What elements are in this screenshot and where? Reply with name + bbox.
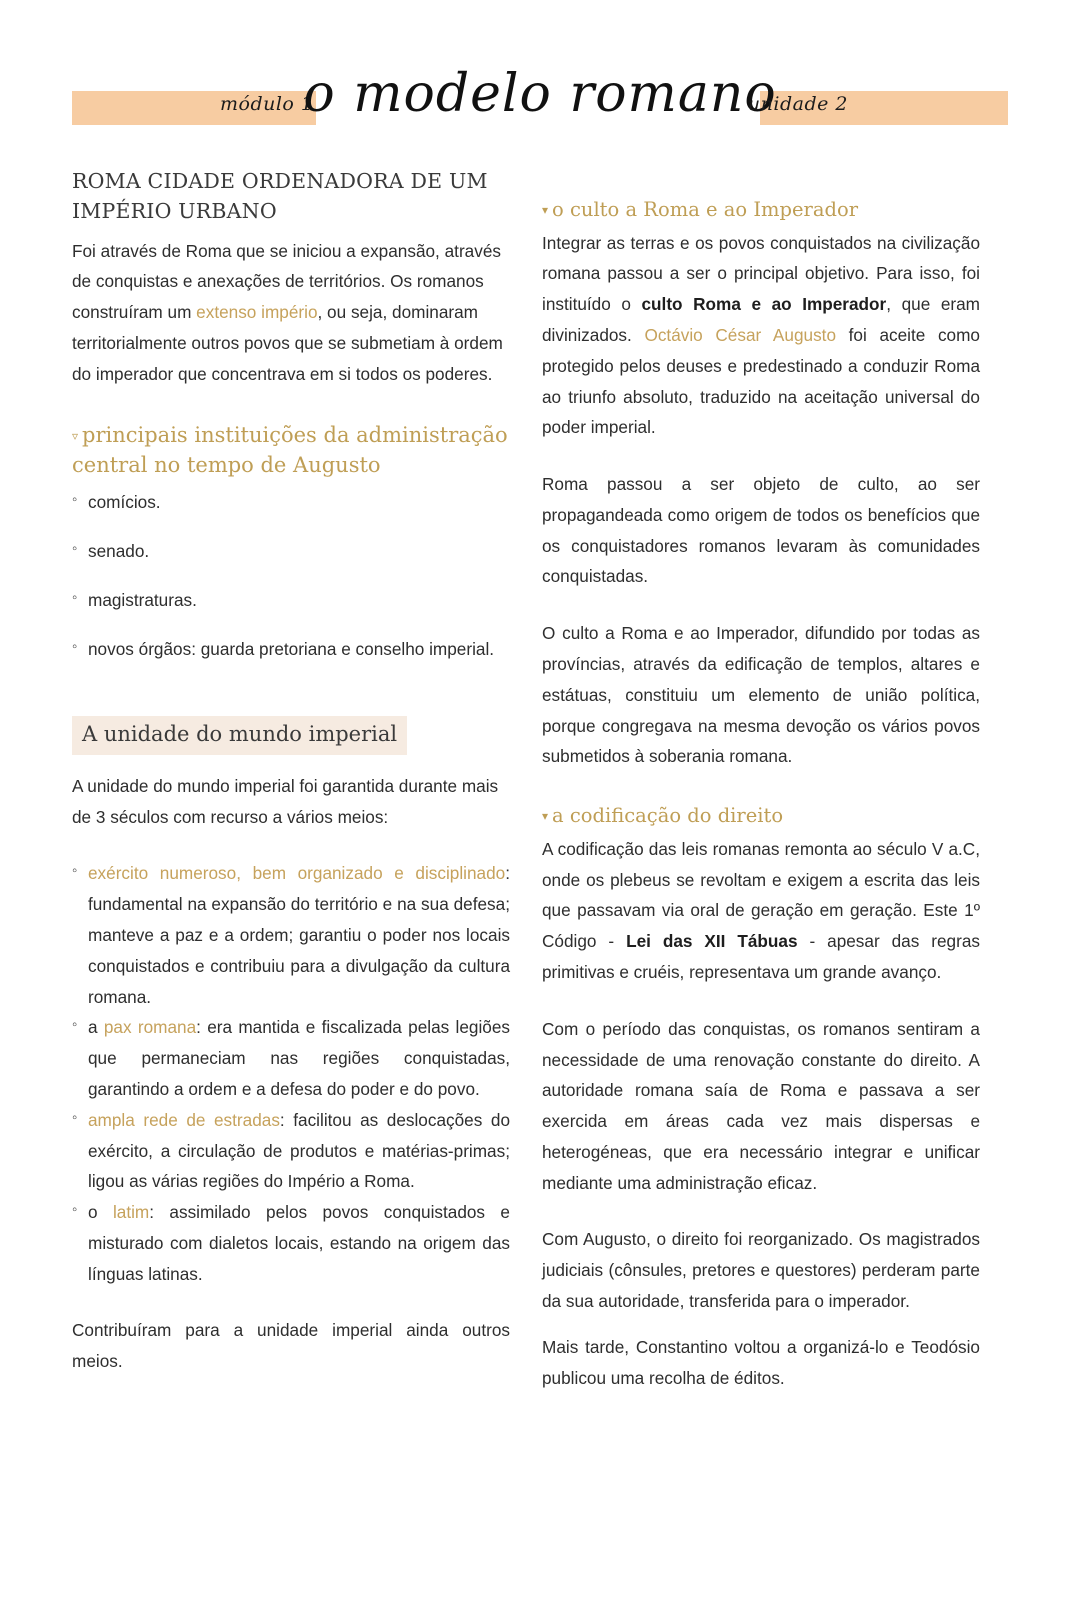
intro-text-part2: , ou seja, dominaram territorialmente outros povos que se submetiam à ordem do imperador que concentrava em si todos os poderes.: [72, 302, 503, 384]
left-column: [72, 166, 510, 1393]
intro-text-part1: Foi através de Roma que se iniciou a expansão, através de conquistas e anexações de territórios. Os romanos construíram um: [72, 240, 501, 323]
content-columns: [72, 166, 1008, 1393]
direito-paragraph-3: Com Augusto, o direito foi reorganizado. Os magistrados judiciais (cônsules, pretores e questores) perderam parte da sua autoridade, transferida para o imperador.: [542, 1229, 980, 1311]
section-title-roma-cidade: ROMA CIDADE ORDENADORA DE UM IMPÉRIO URBANO: [72, 169, 488, 224]
page-title: o modelo romano: [303, 64, 777, 124]
list-item-accent: ampla rede de estradas: [88, 1109, 280, 1130]
list-item: ◦ magistraturas.: [72, 585, 510, 616]
list-item-text: : assimilado pelos povos conquistados e misturado com dialetos locais, estando na origem das línguas latinas.: [88, 1202, 510, 1284]
culto-text-b: , que eram divinizados.: [542, 294, 980, 345]
closing-paragraph: Contribuíram para a unidade imperial ainda outros meios.: [72, 1320, 510, 1372]
list-item-accent: pax romana: [103, 1017, 197, 1038]
culto-bold-term: culto Roma e ao Imperador: [641, 294, 887, 315]
list-item: ◦ comícios.: [72, 487, 510, 518]
list-item: [72, 1105, 510, 1197]
culto-paragraph-3: O culto a Roma e ao Imperador, difundido por todas as províncias, através da edificação de templos, altares e estátuas, constituiu um elemento de união política, porque congregava na mesma devoção os vários povos submetidos à soberania romana.: [542, 623, 980, 767]
unidade-lead-paragraph: A unidade do mundo imperial foi garantida durante mais de 3 séculos com recurso a vários meios:: [72, 775, 499, 827]
instituicoes-list: [72, 487, 510, 664]
list-item-prefix: o: [88, 1202, 113, 1223]
heading-codificacao-direito-label: a codificação do direito: [552, 804, 784, 828]
intro-paragraph: [72, 236, 510, 390]
heading-culto-roma-imperador: [542, 196, 980, 225]
intro-accent-extenso-imperio: extenso império: [196, 302, 318, 323]
culto-accent-augusto: Octávio César Augusto: [644, 325, 836, 345]
heading-principais-instituicoes-label: principais instituições da administração central no tempo de Augusto: [72, 422, 508, 478]
page-header: [72, 64, 1008, 152]
right-column: [542, 166, 980, 1393]
direito-paragraph-2: Com o período das conquistas, os romanos sentiram a necessidade de uma renovação constante do direito. A autoridade romana saía de Roma e passava a ser exercida em áreas cada vez mais dispersas e heterogéneas, que era necessário integrar e unificar mediante uma administração eficaz.: [542, 1018, 980, 1193]
heading-codificacao-direito: [542, 802, 980, 831]
list-item-accent: latim: [112, 1202, 150, 1223]
unit-label: unidade 2: [747, 93, 848, 115]
direito-paragraph-1: [542, 834, 980, 988]
list-item: [72, 1197, 510, 1289]
list-item-accent: exército numeroso, bem organizado e disciplinado: [88, 863, 506, 884]
meios-list: [72, 858, 510, 1289]
list-item: ◦ senado.: [72, 536, 510, 567]
list-item-prefix: a: [88, 1017, 104, 1038]
heading-culto-roma-imperador-label: o culto a Roma e ao Imperador: [552, 198, 859, 221]
direito-paragraph-4: Mais tarde, Constantino voltou a organizá-lo e Teodósio publicou uma recolha de éditos.: [542, 1336, 980, 1388]
heading-principais-instituicoes: [72, 420, 510, 482]
culto-text-c: foi aceite como protegido pelos deuses e predestinado a conduzir Roma ao triunfo absoluto, traduzido na aceitação universal do poder imperial.: [542, 325, 980, 438]
list-item-text: : fundamental na expansão do território e na sua defesa; manteve a paz e a ordem; garantiu o poder nos locais conquistados e contribuiu para a divulgação da cultura romana.: [88, 863, 510, 1007]
culto-paragraph-2: Roma passou a ser objeto de culto, ao ser propagandeada como origem de todos os benefícios que os conquistadores romanos levaram às comunidades conquistadas.: [542, 474, 980, 587]
list-item: [72, 1012, 510, 1104]
list-item: [72, 858, 510, 1012]
document-page: [0, 64, 1080, 1601]
chevron-down-icon: ▿: [72, 428, 79, 443]
culto-paragraph-1: [542, 228, 980, 443]
chevron-down-icon: ▾: [542, 203, 549, 217]
direito-bold-term: Lei das XII Tábuas: [626, 931, 798, 952]
module-label: módulo 1: [220, 93, 314, 115]
list-item-text: : facilitou as deslocações do exército, a circulação de produtos e matérias-primas; ligou as várias regiões do Império a Roma.: [88, 1109, 510, 1192]
chevron-down-icon: ▾: [542, 809, 549, 824]
direito-text-a: A codificação das leis romanas remonta ao século V a.C, onde os plebeus se revoltam e exigem a escrita das leis que passavam via oral de geração em geração. Este 1º Código -: [542, 838, 980, 952]
list-item-text: : era mantida e fiscalizada pelas legiões que permaneciam nas regiões conquistadas, garantindo a ordem e a defesa do poder e do povo.: [88, 1017, 510, 1099]
direito-text-b: - apesar das regras primitivas e cruéis, representava um grande avanço.: [542, 931, 980, 982]
list-item: ◦ novos órgãos: guarda pretoriana e conselho imperial.: [72, 634, 510, 665]
culto-text-a: Integrar as terras e os povos conquistados na civilização romana passou a ser o principal objetivo. Para isso, foi instituído o: [542, 232, 980, 315]
heading-unidade-mundo-imperial: A unidade do mundo imperial: [72, 716, 407, 755]
